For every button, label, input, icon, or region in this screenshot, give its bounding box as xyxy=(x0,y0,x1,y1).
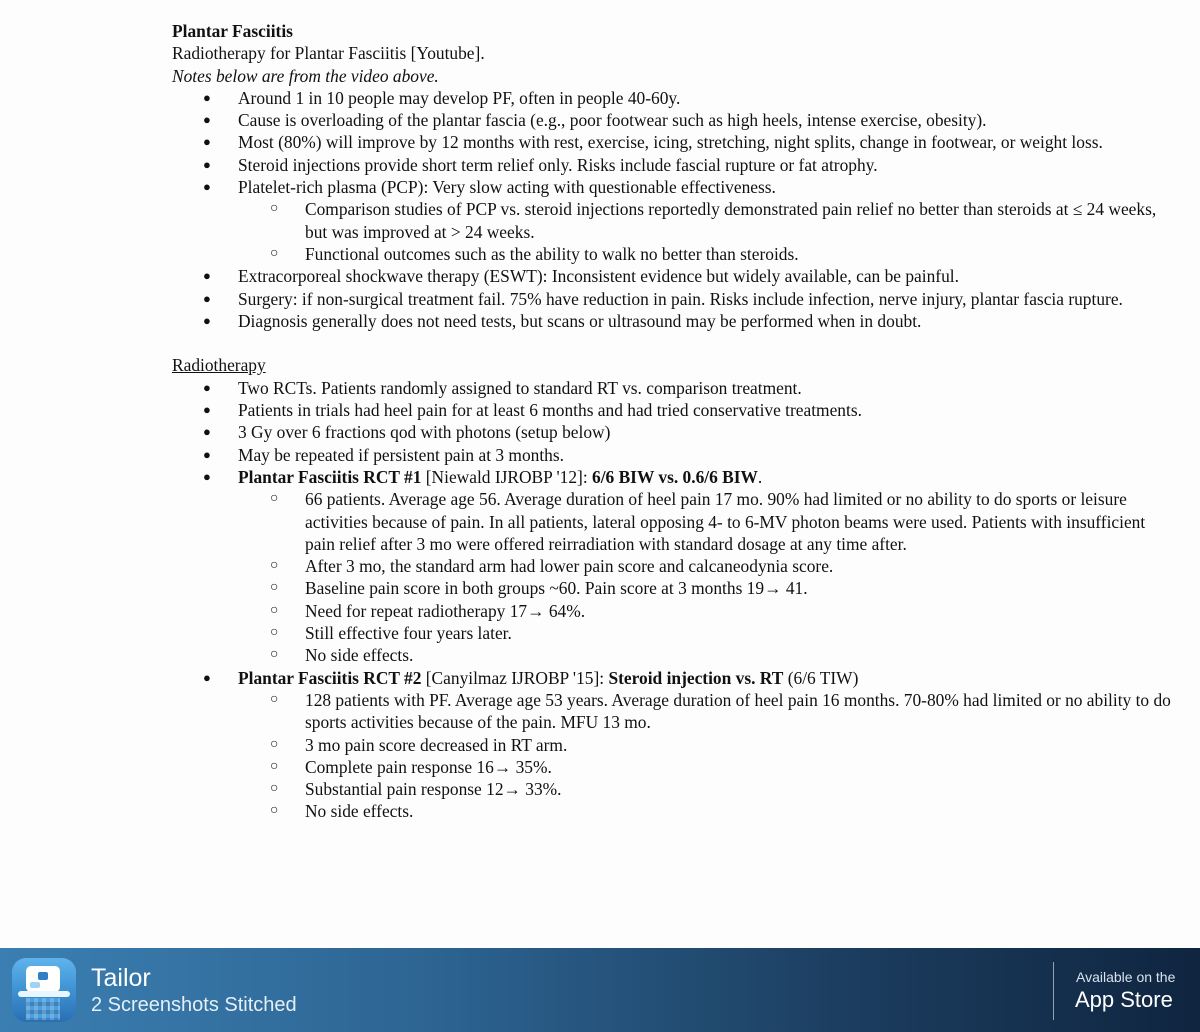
list-item: ● Surgery: if non-surgical treatment fail. 75% have reduction in pain. Risks include infection, nerve injury, plantar fascia rupture. xyxy=(172,288,1172,310)
sub-list-item: ○ 128 patients with PF. Average age 53 years. Average duration of heel pain 16 months. 70-80% had limited or no ability to do sports activities because of the pain. MFU 13 mo. xyxy=(172,689,1172,734)
section-heading-radiotherapy: Radiotherapy xyxy=(172,355,266,376)
list-item: ● Platelet-rich plasma (PCP): Very slow acting with questionable effectiveness. xyxy=(172,176,1172,198)
sub-list-item: ○ Baseline pain score in both groups ~60. Pain score at 3 months 19→ 41. xyxy=(172,577,1172,599)
list-item: ● Steroid injections provide short term relief only. Risks include fascial rupture or fat atrophy. xyxy=(172,154,1172,176)
rct1-heading xyxy=(172,466,1172,488)
list-item: ● Most (80%) will improve by 12 months with rest, exercise, icing, stretching, night splits, change in footwear, or weight loss. xyxy=(172,131,1172,153)
list-item: ● Patients in trials had heel pain for at least 6 months and had tried conservative treatments. xyxy=(172,399,1172,421)
rct1-design: 6/6 BIW vs. 0.6/6 BIW xyxy=(592,466,758,487)
rct1-name: Plantar Fasciitis RCT #1 xyxy=(238,466,422,487)
banner-divider xyxy=(1053,962,1054,1020)
store-caption: Available on the xyxy=(1076,969,1176,985)
sub-list-item: ○ Substantial pain response 12→ 33%. xyxy=(172,778,1172,800)
tailor-promo-banner[interactable] xyxy=(0,948,1200,1032)
app-subtitle: 2 Screenshots Stitched xyxy=(91,994,297,1016)
sub-list-item: ○ Comparison studies of PCP vs. steroid injections reportedly demonstrated pain relief no better than steroids at ≤ 24 weeks, but was improved at > 24 weeks. xyxy=(172,198,1172,243)
app-store-link[interactable]: App Store xyxy=(1075,987,1173,1012)
rct2-end: (6/6 TIW) xyxy=(783,667,859,688)
list-item: ● Diagnosis generally does not need tests, but scans or ultrasound may be performed when in doubt. xyxy=(172,310,1172,332)
list-item: ● 3 Gy over 6 fractions qod with photons (setup below) xyxy=(172,421,1172,443)
sub-list-item: ○ Need for repeat radiotherapy 17→ 64%. xyxy=(172,600,1172,622)
list-item: ● Around 1 in 10 people may develop PF, often in people 40-60y. xyxy=(172,87,1172,109)
rct1-ref: [Niewald IJROBP '12]: xyxy=(421,466,593,487)
sub-list-item: ○ 3 mo pain score decreased in RT arm. xyxy=(172,734,1172,756)
app-name: Tailor xyxy=(91,964,151,992)
icon-pixels xyxy=(26,998,60,1020)
sub-list-item: ○ No side effects. xyxy=(172,644,1172,666)
icon-bar xyxy=(18,991,70,997)
icon-detail xyxy=(38,972,48,980)
rct1-end: . xyxy=(757,466,763,487)
list-item: ● Cause is overloading of the plantar fascia (e.g., poor footwear such as high heels, intense exercise, obesity). xyxy=(172,109,1172,131)
pf-bullet-list xyxy=(172,87,1172,332)
sub-list-item: ○ Complete pain response 16→ 35%. xyxy=(172,756,1172,778)
icon-detail xyxy=(30,982,40,988)
sub-list-item: ○ Functional outcomes such as the ability to walk no better than steroids. xyxy=(172,243,1172,265)
rt-bullet-list xyxy=(172,377,1172,823)
document-body xyxy=(172,20,1172,823)
rct2-ref: [Canyilmaz IJROBP '15]: xyxy=(421,667,609,688)
page-title: Plantar Fasciitis xyxy=(172,21,293,41)
video-link[interactable]: Radiotherapy for Plantar Fasciitis [Youtube]. xyxy=(172,43,485,64)
sub-list-item: ○ No side effects. xyxy=(172,800,1172,822)
notes-caption: Notes below are from the video above. xyxy=(172,65,439,86)
rct2-design: Steroid injection vs. RT xyxy=(608,667,784,688)
sub-list-item: ○ 66 patients. Average age 56. Average duration of heel pain 17 mo. 90% had limited or no ability to do sports or leisure activities because of pain. In all patients, lateral opposing 4- to 6-MV photon beams were used. Patients with insufficient pain relief after 3 mo were offered reirradiation with standard dosage at any time after. xyxy=(172,488,1172,555)
list-item: ● Extracorporeal shockwave therapy (ESWT): Inconsistent evidence but widely available, can be painful. xyxy=(172,265,1172,287)
list-item: ● May be repeated if persistent pain at 3 months. xyxy=(172,444,1172,466)
list-item: ● Two RCTs. Patients randomly assigned to standard RT vs. comparison treatment. xyxy=(172,377,1172,399)
sub-list-item: ○ Still effective four years later. xyxy=(172,622,1172,644)
paragraph-spacer xyxy=(172,332,1172,354)
tailor-app-icon[interactable] xyxy=(12,958,76,1022)
rct2-name: Plantar Fasciitis RCT #2 xyxy=(238,667,422,688)
sub-list-item: ○ After 3 mo, the standard arm had lower pain score and calcaneodynia score. xyxy=(172,555,1172,577)
rct2-heading xyxy=(172,667,1172,689)
